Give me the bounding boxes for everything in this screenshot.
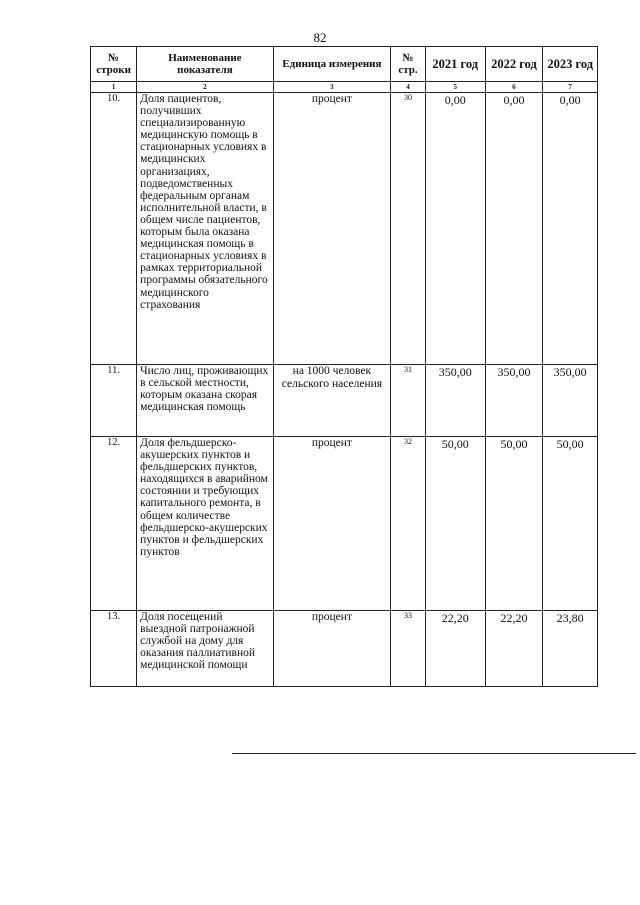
value-2021: 0,00 (425, 93, 485, 365)
row-number: 13. (91, 611, 137, 687)
indicator-name: Доля фельдшерско-акушерских пунктов и фельдшерских пунктов, находящихся в аварийном состоянии и требующих капитального ремонта, в общем количестве фельдшерско-акушерских пунктов и фельдшерских пунктов (137, 437, 273, 611)
header-row (91, 47, 598, 82)
indicator-name: Число лиц, проживающих в сельской местности, которым оказана скорая медицинская помощь (137, 365, 273, 437)
row-number: 11. (91, 365, 137, 437)
footer-rule (232, 753, 636, 754)
value-2021: 350,00 (425, 365, 485, 437)
value-2022: 50,00 (485, 437, 543, 611)
column-number: 5 (425, 82, 485, 93)
indicator-name: Доля посещений выездной патронажной службой на дому для оказания паллиативной медицинской помощи (137, 611, 273, 687)
value-2023: 50,00 (543, 437, 598, 611)
unit-cell: процент (273, 437, 391, 611)
column-number: 1 (91, 82, 137, 93)
column-number: 7 (543, 82, 598, 93)
header-page: № стр. (391, 47, 426, 82)
value-2022: 0,00 (485, 93, 543, 365)
value-2021: 50,00 (425, 437, 485, 611)
indicators-table (90, 46, 598, 687)
column-number: 2 (137, 82, 273, 93)
table-row (91, 437, 598, 611)
unit-cell: процент (273, 93, 391, 365)
table-row (91, 611, 598, 687)
page-cell: 33 (391, 611, 426, 687)
value-2021: 22,20 (425, 611, 485, 687)
row-number: 10. (91, 93, 137, 365)
header-2021: 2021 год (425, 47, 485, 82)
column-numbers-row (91, 82, 598, 93)
value-2022: 22,20 (485, 611, 543, 687)
header-row-number: № строки (91, 47, 137, 82)
table-row (91, 365, 598, 437)
page-cell: 31 (391, 365, 426, 437)
unit-cell: на 1000 человек сельского населения (273, 365, 391, 437)
page-number: 82 (313, 30, 327, 45)
table-row (91, 93, 598, 365)
page-cell: 30 (391, 93, 426, 365)
column-number: 4 (391, 82, 426, 93)
header-unit: Единица измерения (273, 47, 391, 82)
header-2023: 2023 год (543, 47, 598, 82)
value-2023: 350,00 (543, 365, 598, 437)
column-number: 3 (273, 82, 391, 93)
header-indicator-name: Наименование показателя (137, 47, 273, 82)
unit-cell: процент (273, 611, 391, 687)
value-2023: 23,80 (543, 611, 598, 687)
header-2022: 2022 год (485, 47, 543, 82)
row-number: 12. (91, 437, 137, 611)
value-2022: 350,00 (485, 365, 543, 437)
value-2023: 0,00 (543, 93, 598, 365)
page-cell: 32 (391, 437, 426, 611)
indicator-name: Доля пациентов, получивших специализированную медицинскую помощь в стационарных условиях в медицинских организациях, подведомственных федеральным органам исполнительной власти, в общем числе пациентов, которым была оказана медицинская помощь в стационарных условиях в рамках территориальной программы обязательного медицинского страхования (137, 93, 273, 365)
column-number: 6 (485, 82, 543, 93)
